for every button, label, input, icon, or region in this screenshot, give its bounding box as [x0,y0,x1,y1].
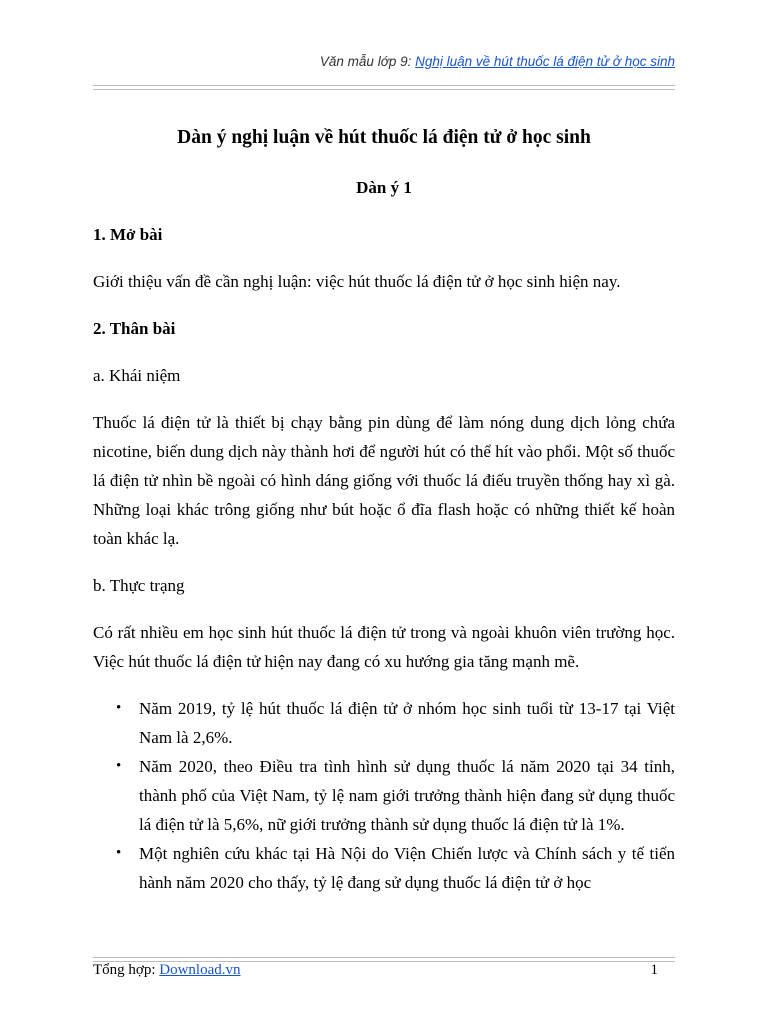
header-prefix: Văn mẫu lớp 9: [319,54,416,69]
bullet-list [93,694,675,897]
footer-prefix: Tổng hợp: [93,962,160,978]
subheading-thuc-trang: b. Thực trạng [93,576,185,595]
list-item-text: Năm 2020, theo Điều tra tình hình sử dụng thuốc lá năm 2020 tại 34 tỉnh, thành phố của Việt Nam, tỷ lệ nam giới trưởng thành hiện đang sử dụng thuốc lá điện tử là 5,6%, nữ giới trưởng thành sử dụng thuốc lá điện tử là 1%. [139,757,675,834]
section-heading-than-bai: 2. Thân bài [93,319,176,338]
bullet-icon: • [116,700,122,716]
bullet-icon: • [116,845,122,861]
header-link[interactable]: Nghị luận về hút thuốc lá điện tử ở học sinh [415,54,675,69]
list-item [93,752,675,839]
paragraph-mo-bai: Giới thiệu vấn đề cần nghị luận: việc hút thuốc lá điện tử ở học sinh hiện nay. [93,272,621,291]
list-item [93,694,675,752]
list-item-text: Năm 2019, tỷ lệ hút thuốc lá điện tử ở nhóm học sinh tuổi từ 13-17 tại Việt Nam là 2,6%. [139,699,675,747]
section-heading-mo-bai: 1. Mở bài [93,225,163,244]
page-header [320,54,675,69]
list-item [93,839,675,897]
list-item-text: Một nghiên cứu khác tại Hà Nội do Viện Chiến lược và Chính sách y tế tiến hành năm 2020 cho thấy, tỷ lệ đang sử dụng thuốc lá điện tử ở học [139,844,675,892]
paragraph-thuc-trang: Có rất nhiều em học sinh hút thuốc lá điện tử trong và ngoài khuôn viên trường học. Việc hút thuốc lá điện tử hiện nay đang có xu hướng gia tăng mạnh mẽ. [93,623,675,671]
subheading-khai-niem: a. Khái niệm [93,366,181,385]
document-body [93,122,675,897]
page-number: 1 [650,962,658,978]
footer-link[interactable]: Download.vn [159,962,241,978]
paragraph-khai-niem: Thuốc lá điện tử là thiết bị chạy bằng pin dùng để làm nóng dung dịch lỏng chứa nicotine, biến dung dịch này thành hơi để người hút có thể hít vào phổi. Một số thuốc lá điện tử nhìn bề ngoài có hình dáng giống với thuốc lá điếu truyền thống hay xì gà. Những loại khác trông giống như bút hoặc ổ đĩa flash hoặc có những thiết kế hoàn toàn khác lạ. [93,413,675,548]
page-footer [93,962,241,979]
header-divider [93,85,675,90]
document-title: Dàn ý nghị luận về hút thuốc lá điện tử ở học sinh [177,127,591,148]
bullet-icon: • [116,758,122,774]
document-subtitle: Dàn ý 1 [356,178,412,197]
